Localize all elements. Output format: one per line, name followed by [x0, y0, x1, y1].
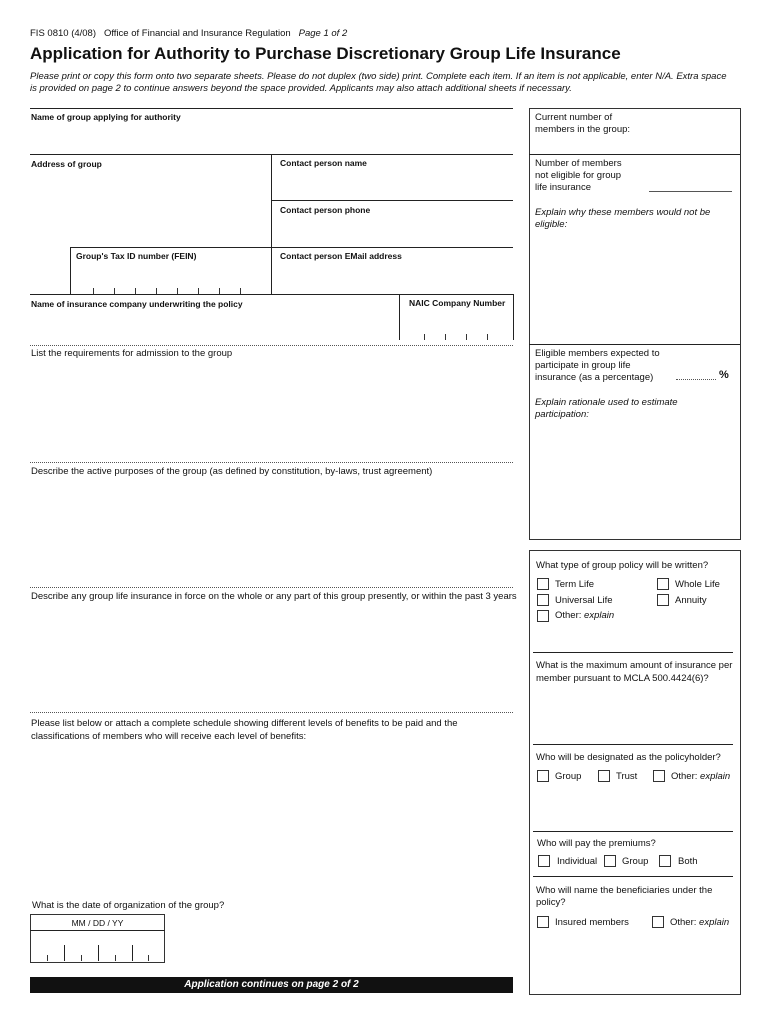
term-life-checkbox[interactable] [537, 578, 549, 590]
policyholder-other-checkbox[interactable] [653, 770, 665, 782]
policy-other-field[interactable] [533, 624, 736, 650]
form-id: FIS 0810 (4/08) [30, 28, 97, 39]
schedule-field[interactable] [30, 745, 513, 895]
policyholder-group-checkbox[interactable] [537, 770, 549, 782]
policyholder-other-text: Other: [671, 771, 698, 782]
universal-life-label: Universal Life [555, 595, 613, 606]
policy-other-label [555, 610, 614, 622]
contact-phone-label: Contact person phone [280, 205, 371, 215]
beneficiary-other-checkbox[interactable] [652, 916, 664, 928]
rule-policyholder [533, 744, 733, 745]
insurer-label: Name of insurance company underwriting the policy [31, 299, 243, 309]
rule-not-eligible [529, 154, 740, 155]
continue-banner: Application continues on page 2 of 2 [30, 977, 513, 993]
beneficiary-other-label [670, 917, 729, 929]
policy-other-explain: explain [584, 610, 615, 621]
term-life-label: Term Life [555, 579, 595, 590]
percent-sign: % [719, 369, 729, 381]
rule-insurer [30, 294, 513, 295]
policy-other-text: Other: [555, 610, 582, 621]
current-members-label: Current number of members in the group: [535, 112, 631, 135]
beneficiary-insured-label: Insured members [555, 917, 629, 928]
naic-tick [445, 334, 446, 340]
insurer-field[interactable] [30, 310, 398, 340]
premiums-question: Who will pay the premiums? [537, 838, 656, 849]
policy-other-checkbox[interactable] [537, 610, 549, 622]
rule-in-force [30, 587, 513, 588]
policyholder-trust-label: Trust [616, 771, 638, 782]
rule-beneficiaries [533, 876, 733, 877]
whole-life-label: Whole Life [675, 579, 720, 590]
office-name: Office of Financial and Insurance Regulation [103, 28, 291, 39]
schedule-label: Please list below or attach a complete schedule showing different levels of benefits to be paid and the classifications of members who will receive each level of benefits: [31, 718, 458, 742]
explain-not-eligible-field[interactable] [533, 232, 736, 340]
tax-id-label: Group's Tax ID number (FEIN) [76, 251, 197, 261]
premium-both-checkbox[interactable] [659, 855, 671, 867]
group-name-label: Name of group applying for authority [31, 112, 181, 122]
rule-admission [30, 345, 513, 346]
not-eligible-label: Number of members not eligible for group life insurance [535, 158, 622, 193]
policyholder-other-label [671, 771, 730, 783]
explain-rationale-label: Explain rationale used to estimate participation: [535, 397, 678, 420]
purposes-field[interactable] [30, 480, 513, 584]
address-field[interactable] [30, 170, 270, 246]
max-amount-field[interactable] [533, 688, 736, 740]
participation-label: Eligible members expected to participate in group life insurance (as a percentage) [535, 348, 660, 383]
annuity-checkbox[interactable] [657, 594, 669, 606]
contact-name-label: Contact person name [280, 158, 367, 168]
rule-max-amount [533, 652, 733, 653]
form-instructions: Please print or copy this form onto two separate sheets. Please do not duplex (two side) print. Complete each item. If an item is not applicable, enter N/A. Extra space is provided on page 2 to continue answers beyond the space provided. Applicants may also attach additional sheets if necessary. [30, 71, 727, 94]
contact-phone-field[interactable] [272, 215, 513, 247]
beneficiary-other-field[interactable] [533, 933, 736, 989]
policyholder-other-field[interactable] [533, 786, 736, 828]
universal-life-checkbox[interactable] [537, 594, 549, 606]
purposes-label: Describe the active purposes of the group (as defined by constitution, by-laws, trust agreement) [31, 466, 433, 477]
insurance-in-force-field[interactable] [30, 605, 513, 709]
naic-right-edge [513, 294, 514, 340]
rule-contact-phone [271, 200, 513, 201]
beneficiary-insured-checkbox[interactable] [537, 916, 549, 928]
policyholder-group-label: Group [555, 771, 582, 782]
contact-name-field[interactable] [272, 168, 513, 200]
premium-group-label: Group [622, 856, 649, 867]
form-title: Application for Authority to Purchase Discretionary Group Life Insurance [30, 44, 621, 63]
date-format-label: MM / DD / YY [71, 918, 124, 928]
rule-taxid [70, 247, 513, 248]
rule-purposes [30, 462, 513, 463]
contact-email-label: Contact person EMail address [280, 251, 402, 261]
date-tick [115, 955, 116, 961]
not-eligible-line [649, 191, 732, 192]
explain-not-eligible-label: Explain why these members would not be eligible: [535, 207, 711, 230]
policyholder-question: Who will be designated as the policyholder? [536, 752, 721, 763]
explain-rationale-field[interactable] [533, 422, 736, 534]
date-separator [98, 945, 99, 961]
rule-schedule [30, 712, 513, 713]
naic-tick [424, 334, 425, 340]
participation-field[interactable] [676, 366, 716, 379]
annuity-label: Annuity [675, 595, 707, 606]
admission-label: List the requirements for admission to the group [31, 348, 233, 359]
premium-individual-checkbox[interactable] [538, 855, 550, 867]
date-tick [47, 955, 48, 961]
contact-email-field[interactable] [272, 262, 513, 294]
premium-group-checkbox[interactable] [604, 855, 616, 867]
naic-field[interactable] [400, 310, 512, 340]
naic-tick [487, 334, 488, 340]
insurance-in-force-label: Describe any group life insurance in force on the whole or any part of this group presently, or within the past 3 years [31, 591, 517, 602]
max-amount-question: What is the maximum amount of insurance per member pursuant to MCLA 500.4424(6)? [536, 660, 733, 684]
whole-life-checkbox[interactable] [657, 578, 669, 590]
date-separator [132, 945, 133, 961]
policy-type-question: What type of group policy will be written? [536, 560, 709, 571]
current-members-field[interactable] [640, 112, 736, 152]
participation-line [676, 379, 716, 380]
form-id-line [30, 28, 347, 40]
not-eligible-field[interactable] [649, 176, 732, 191]
beneficiary-other-text: Other: [670, 917, 697, 928]
premium-individual-label: Individual [557, 856, 598, 867]
beneficiaries-question: Who will name the beneficiaries under the policy? [536, 885, 713, 908]
premium-both-label: Both [678, 856, 698, 867]
date-label: What is the date of organization of the group? [32, 900, 225, 911]
beneficiary-other-explain: explain [699, 917, 730, 928]
page-indicator: Page 1 of 2 [298, 28, 348, 39]
rule-participation [529, 344, 740, 345]
naic-tick [466, 334, 467, 340]
admission-field[interactable] [30, 362, 513, 460]
address-label: Address of group [31, 159, 102, 169]
policyholder-trust-checkbox[interactable] [598, 770, 610, 782]
rule-premiums [533, 831, 733, 832]
top-rule [30, 108, 513, 109]
policyholder-other-explain: explain [700, 771, 731, 782]
naic-label: NAIC Company Number [409, 298, 506, 308]
date-separator [64, 945, 65, 961]
date-tick [81, 955, 82, 961]
date-tick [148, 955, 149, 961]
group-name-field[interactable] [30, 122, 513, 154]
